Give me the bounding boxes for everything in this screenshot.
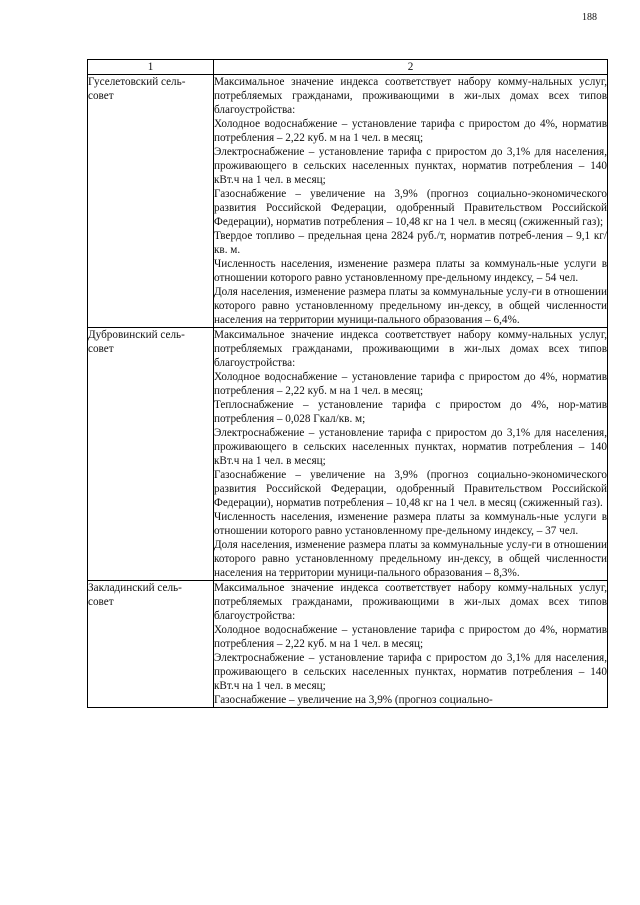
index-description (214, 581, 608, 708)
municipality-name-text: Гуселетовский сель- совет (88, 76, 186, 102)
tariff-index-table (87, 59, 608, 708)
paragraph: Максимальное значение индекса соответствует набору комму-нальных услуг, потребляемых гражданами, проживающими в жи-лых домах всех типов благоустройства: (214, 329, 607, 369)
table-header-row (88, 60, 608, 75)
paragraph: Газоснабжение – увеличение на 3,9% (прогноз социально- (214, 694, 493, 706)
table-row (88, 75, 608, 328)
paragraph: Теплоснабжение – установление тарифа с приростом до 4%, нор-матив потребления – 0,028 Гкал/кв. м; (214, 399, 607, 425)
paragraph: Электроснабжение – установление тарифа с приростом до 3,1% для населения, проживающего в сельских населенных пунктах, норматив потребления – 140 кВт.ч на 1 чел. в месяц; (214, 652, 607, 692)
paragraph: Холодное водоснабжение – установление тарифа с приростом до 4%, норматив потребления – 2,22 куб. м на 1 чел. в месяц; (214, 118, 607, 144)
paragraph: Газоснабжение – увеличение на 3,9% (прогноз социально-экономического развития Российской Федерации, одобренный Правительством Российской Федерации), норматив потребления – 10,48 кг на 1 чел. в месяц (сжиженный газ). (214, 469, 607, 509)
paragraph: Численность населения, изменение размера платы за коммуналь-ные услуги в отношении которого равно установленному пре-дельному индексу, – 37 чел. (214, 511, 607, 537)
paragraph: Максимальное значение индекса соответствует набору комму-нальных услуг, потребляемых гражданами, проживающими в жи-лых домах всех типов благоустройства: (214, 582, 607, 622)
paragraph: Холодное водоснабжение – установление тарифа с приростом до 4%, норматив потребления – 2,22 куб. м на 1 чел. в месяц; (214, 624, 607, 650)
page-number: 188 (582, 12, 597, 23)
index-description (214, 75, 608, 328)
paragraph: Доля населения, изменение размера платы за коммунальные услу-ги в отношении которого равно установленному предельному ин-дексу, в общей численности населения на территории муници-пального образования – 6,4%. (214, 286, 607, 326)
header-col-2: 2 (214, 60, 608, 75)
paragraph: Численность населения, изменение размера платы за коммуналь-ные услуги в отношении которого равно установленному пре-дельному индексу, – 54 чел. (214, 258, 607, 284)
municipality-name (88, 75, 214, 328)
paragraph: Электроснабжение – установление тарифа с приростом до 3,1% для населения, проживающего в сельских населенных пунктах, норматив потребления – 140 кВт.ч на 1 чел. в месяц; (214, 427, 607, 467)
index-description (214, 328, 608, 581)
table-row (88, 328, 608, 581)
paragraph: Холодное водоснабжение – установление тарифа с приростом до 4%, норматив потребления – 2,22 куб. м на 1 чел. в месяц; (214, 371, 607, 397)
municipality-name (88, 581, 214, 708)
paragraph: Доля населения, изменение размера платы за коммунальные услу-ги в отношении которого равно установленному предельному ин-дексу, в общей численности населения на территории муници-пального образования – 8,3%. (214, 539, 607, 579)
header-col-1: 1 (88, 60, 214, 75)
paragraph: Электроснабжение – установление тарифа с приростом до 3,1% для населения, проживающего в сельских населенных пунктах, норматив потребления – 140 кВт.ч на 1 чел. в месяц; (214, 146, 607, 186)
municipality-name-text: Закладинский сель- совет (88, 582, 182, 608)
paragraph: Максимальное значение индекса соответствует набору комму-нальных услуг, потребляемых гражданами, проживающими в жи-лых домах всех типов благоустройства: (214, 76, 607, 116)
municipality-name-text: Дубровинский сель- совет (88, 329, 185, 355)
paragraph: Твердое топливо – предельная цена 2824 руб./т, норматив потреб-ления – 9,1 кг/кв. м. (214, 230, 607, 256)
paragraph: Газоснабжение – увеличение на 3,9% (прогноз социально-экономического развития Российской Федерации, одобренный Правительством Российской Федерации), норматив потребления – 10,48 кг на 1 чел. в месяц (сжиженный газ); (214, 188, 607, 228)
table-row (88, 581, 608, 708)
municipality-name (88, 328, 214, 581)
